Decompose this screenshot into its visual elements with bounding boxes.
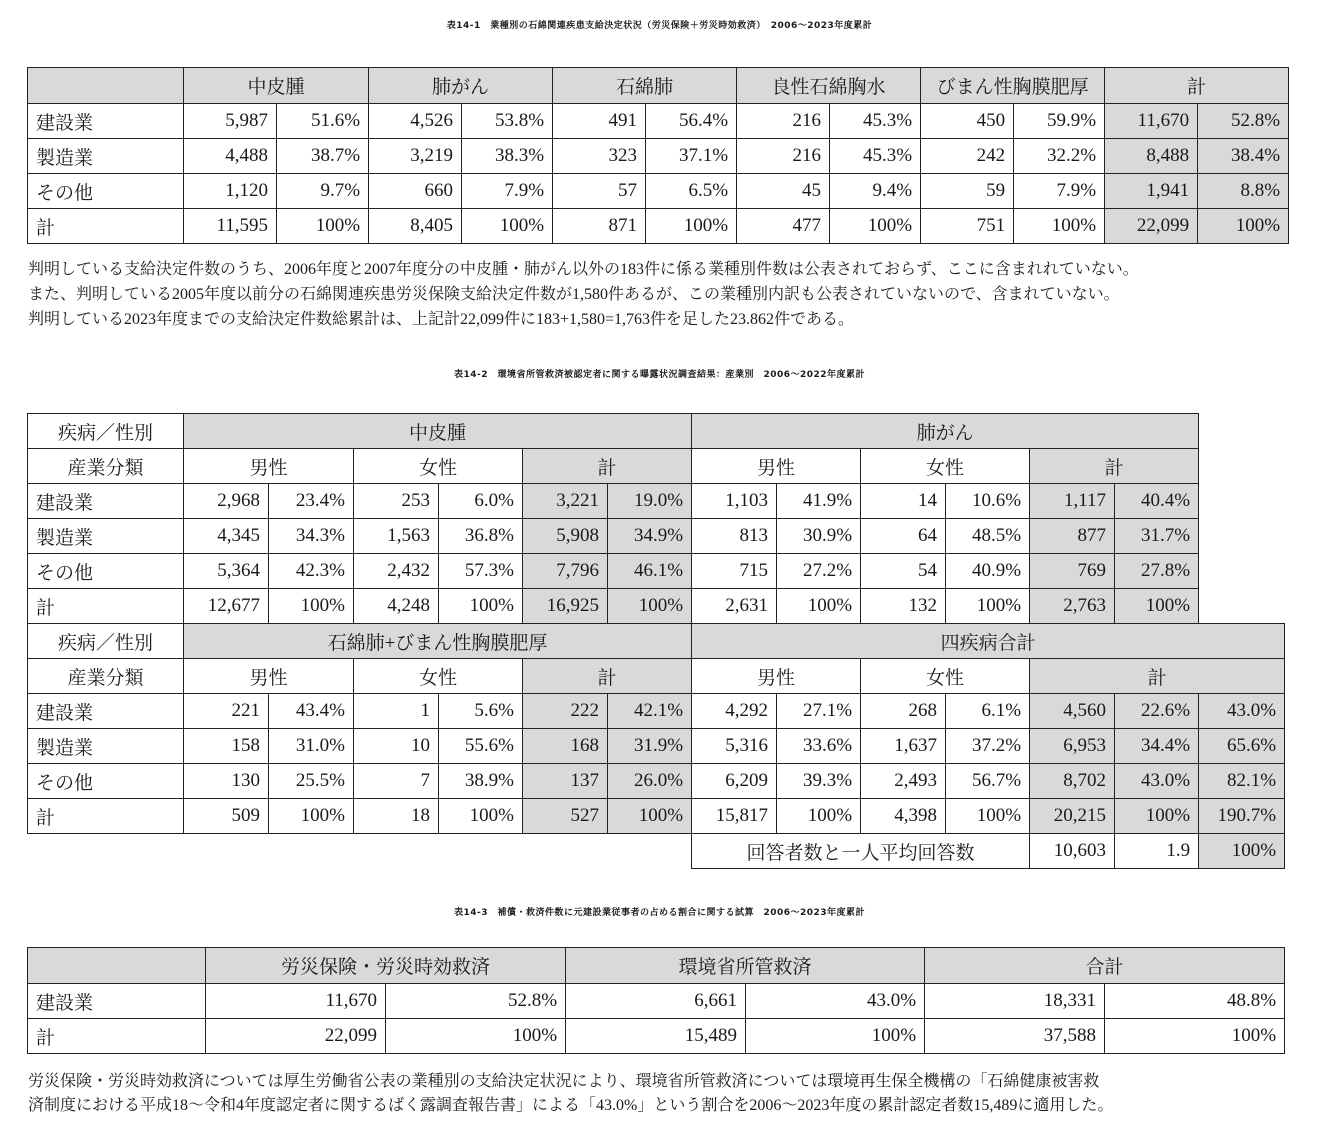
table1-header: びまん性胸膜肥厚: [921, 68, 1105, 104]
table-cell: 527: [523, 799, 608, 834]
table-cell: 36.8%: [439, 519, 523, 554]
table-cell: 43.0%: [1199, 694, 1285, 729]
table-cell: 42.3%: [269, 554, 354, 589]
row-label: 建設業: [28, 694, 184, 729]
table-cell: 5,908: [523, 519, 608, 554]
table-row: [28, 209, 1289, 244]
table1-note: また、判明している2005年度以前分の石綿関連疾患労災保険支給決定件数が1,580件あるが、この業種別内訳も公表されていないので、含まれていない。: [28, 286, 1120, 303]
table-cell: 31.9%: [608, 729, 692, 764]
table-cell: 42.1%: [608, 694, 692, 729]
table-cell: 8,488: [1105, 139, 1198, 174]
table-cell: 6.1%: [946, 694, 1030, 729]
table1-header: 良性石綿胸水: [737, 68, 921, 104]
table-cell: 268: [861, 694, 946, 729]
sub-header: 女性: [861, 659, 1030, 694]
table-cell: 27.2%: [777, 554, 861, 589]
table-cell: 65.6%: [1199, 729, 1285, 764]
table-cell: 53.8%: [462, 104, 553, 139]
table-cell: 190.7%: [1199, 799, 1285, 834]
table-cell: 57.3%: [439, 554, 523, 589]
group-header: 石綿肺+びまん性胸膜肥厚: [184, 624, 692, 659]
sub-header: 男性: [692, 449, 861, 484]
table-cell: 877: [1030, 519, 1115, 554]
row-label: 計: [28, 799, 184, 834]
table-cell: 6,209: [692, 764, 777, 799]
table-cell: 52.8%: [386, 984, 566, 1019]
table-cell: 100%: [608, 799, 692, 834]
table-cell: 2,432: [354, 554, 439, 589]
table-cell: 2,968: [184, 484, 269, 519]
respondents-average: 1.9: [1115, 834, 1199, 869]
table-cell: 20,215: [1030, 799, 1115, 834]
table-cell: 4,488: [184, 139, 277, 174]
table-cell: 18,331: [925, 984, 1105, 1019]
table-cell: 100%: [746, 1019, 925, 1054]
table-row: [28, 1019, 1285, 1054]
row-label: 計: [28, 209, 184, 244]
table-cell: 100%: [1014, 209, 1105, 244]
table-cell: 45.3%: [830, 104, 921, 139]
table3-corner: [28, 948, 206, 984]
table-cell: 100%: [277, 209, 369, 244]
table-cell: 45.3%: [830, 139, 921, 174]
table2: [27, 413, 1285, 869]
table-cell: 100%: [830, 209, 921, 244]
table-cell: 1,563: [354, 519, 439, 554]
table-cell: 38.3%: [462, 139, 553, 174]
table-row: [28, 174, 1289, 209]
table-cell: 100%: [386, 1019, 566, 1054]
table-cell: 100%: [777, 589, 861, 624]
table-cell: 30.9%: [777, 519, 861, 554]
table-cell: 48.8%: [1105, 984, 1285, 1019]
table-cell: 5,364: [184, 554, 269, 589]
table-row: [28, 589, 1285, 624]
row-label: 計: [28, 589, 184, 624]
sub-header: 計: [1030, 449, 1199, 484]
table-row: [28, 764, 1285, 799]
table-cell: 100%: [1198, 209, 1289, 244]
sub-header: 男性: [184, 659, 354, 694]
sub-header: 計: [523, 449, 692, 484]
table1-header: 中皮腫: [184, 68, 369, 104]
table-cell: 57: [553, 174, 646, 209]
table-cell: 43.0%: [1115, 764, 1199, 799]
table-cell: 48.5%: [946, 519, 1030, 554]
row-label: その他: [28, 174, 184, 209]
table-cell: 39.3%: [777, 764, 861, 799]
table-cell: 100%: [1115, 799, 1199, 834]
table-cell: 59.9%: [1014, 104, 1105, 139]
sub-header: 女性: [354, 659, 523, 694]
label-disease-sex: 疾病／性別: [28, 414, 184, 449]
table-cell: 38.7%: [277, 139, 369, 174]
table-cell: 871: [553, 209, 646, 244]
respondents-count: 10,603: [1030, 834, 1115, 869]
table-cell: 100%: [946, 799, 1030, 834]
table-cell: 4,292: [692, 694, 777, 729]
respondents-percent: 100%: [1199, 834, 1285, 869]
table-cell: 7.9%: [462, 174, 553, 209]
table-cell: 22,099: [1105, 209, 1198, 244]
row-label: 製造業: [28, 139, 184, 174]
group-header: 四疾病合計: [692, 624, 1285, 659]
table-cell: 100%: [608, 589, 692, 624]
table-cell: 37.2%: [946, 729, 1030, 764]
table3-header: 労災保険・労災時効救済: [206, 948, 566, 984]
row-label: 製造業: [28, 729, 184, 764]
table-cell: 64: [861, 519, 946, 554]
table-cell: 1: [354, 694, 439, 729]
table-cell: 2,493: [861, 764, 946, 799]
table-cell: 2,631: [692, 589, 777, 624]
table-cell: 7,796: [523, 554, 608, 589]
table-cell: 8.8%: [1198, 174, 1289, 209]
table-cell: 34.4%: [1115, 729, 1199, 764]
table-cell: 6.5%: [646, 174, 737, 209]
table-cell: 11,670: [1105, 104, 1198, 139]
table-cell: 38.9%: [439, 764, 523, 799]
table-cell: 51.6%: [277, 104, 369, 139]
table-cell: 242: [921, 139, 1014, 174]
table-cell: 40.9%: [946, 554, 1030, 589]
label-industry: 産業分類: [28, 659, 184, 694]
table-cell: 9.7%: [277, 174, 369, 209]
table-cell: 158: [184, 729, 269, 764]
sub-header: 女性: [354, 449, 523, 484]
table-cell: 5,316: [692, 729, 777, 764]
table-cell: 253: [354, 484, 439, 519]
table-row: [28, 519, 1285, 554]
row-label: その他: [28, 554, 184, 589]
table-row: [28, 139, 1289, 174]
table-cell: 216: [737, 139, 830, 174]
table-cell: 31.0%: [269, 729, 354, 764]
table-cell: 5,987: [184, 104, 277, 139]
table-cell: 1,103: [692, 484, 777, 519]
respondents-label: 回答者数と一人平均回答数: [692, 834, 1030, 869]
table-cell: 40.4%: [1115, 484, 1199, 519]
table-row: [28, 694, 1285, 729]
table-cell: 31.7%: [1115, 519, 1199, 554]
sub-header: 男性: [184, 449, 354, 484]
table-cell: 56.4%: [646, 104, 737, 139]
table-cell: 16,925: [523, 589, 608, 624]
table3-header: 環境省所管救済: [566, 948, 925, 984]
table-cell: 660: [369, 174, 462, 209]
group-header: 中皮腫: [184, 414, 692, 449]
row-label: 建設業: [28, 984, 206, 1019]
row-label: 製造業: [28, 519, 184, 554]
table-cell: 22,099: [206, 1019, 386, 1054]
table-cell: 100%: [946, 589, 1030, 624]
table-cell: 4,526: [369, 104, 462, 139]
sub-header: 女性: [861, 449, 1030, 484]
table-cell: 477: [737, 209, 830, 244]
table-cell: 55.6%: [439, 729, 523, 764]
table-cell: 769: [1030, 554, 1115, 589]
sub-header: 計: [523, 659, 692, 694]
table-cell: 450: [921, 104, 1014, 139]
table-cell: 100%: [646, 209, 737, 244]
table-cell: 4,248: [354, 589, 439, 624]
table-cell: 1,941: [1105, 174, 1198, 209]
table-row: [28, 104, 1289, 139]
table-cell: 5.6%: [439, 694, 523, 729]
label-disease-sex: 疾病／性別: [28, 624, 184, 659]
table-cell: 1,117: [1030, 484, 1115, 519]
table-cell: 100%: [777, 799, 861, 834]
sub-header: 計: [1030, 659, 1285, 694]
table-cell: 34.9%: [608, 519, 692, 554]
table-cell: 56.7%: [946, 764, 1030, 799]
label-industry: 産業分類: [28, 449, 184, 484]
table-cell: 7.9%: [1014, 174, 1105, 209]
table1-note: 判明している支給決定件数のうち、2006年度と2007年度分の中皮腫・肺がん以外の183件に係る業種別件数は公表されておらず、ここに含まれれていない。: [28, 261, 1139, 278]
table-cell: 46.1%: [608, 554, 692, 589]
table-cell: 1,120: [184, 174, 277, 209]
table-cell: 2,763: [1030, 589, 1115, 624]
table-cell: 1,637: [861, 729, 946, 764]
sub-header: 男性: [692, 659, 861, 694]
table-cell: 11,595: [184, 209, 277, 244]
table1-corner: [28, 68, 184, 104]
table-cell: 221: [184, 694, 269, 729]
table1-title: 表14-1 業種別の石綿関連疾患支給決定状況（労災保険＋労災時効救済） 2006～2023年度累計: [446, 21, 873, 31]
table-cell: 43.4%: [269, 694, 354, 729]
table-cell: 9.4%: [830, 174, 921, 209]
table1-note: 判明している2023年度までの支給決定件数総累計は、上記計22,099件に183+1,580=1,763件を足した23.862件である。: [28, 311, 855, 328]
row-label: 計: [28, 1019, 206, 1054]
table3-header: 合計: [925, 948, 1285, 984]
table-row: [28, 554, 1285, 589]
table-cell: 3,221: [523, 484, 608, 519]
group-header: 肺がん: [692, 414, 1199, 449]
table-cell: 4,345: [184, 519, 269, 554]
table-cell: 10.6%: [946, 484, 1030, 519]
table-cell: 8,702: [1030, 764, 1115, 799]
table-cell: 8,405: [369, 209, 462, 244]
table-cell: 22.6%: [1115, 694, 1199, 729]
table-cell: 15,489: [566, 1019, 746, 1054]
table-cell: 34.3%: [269, 519, 354, 554]
row-label: 建設業: [28, 484, 184, 519]
table-cell: 216: [737, 104, 830, 139]
table-cell: 23.4%: [269, 484, 354, 519]
table-cell: 6.0%: [439, 484, 523, 519]
table3-note: 労災保険・労災時効救済については厚生労働省公表の業種別の支給決定状況により、環境省所管救済については環境再生保全機構の「石綿健康被害救: [28, 1073, 1100, 1090]
table-cell: 52.8%: [1198, 104, 1289, 139]
table-cell: 100%: [439, 799, 523, 834]
table2-title: 表14-2 環境省所管救済被認定者に関する曝露状況調査結果：産業別 2006～2022年度累計: [453, 370, 866, 380]
table-cell: 25.5%: [269, 764, 354, 799]
table-cell: 54: [861, 554, 946, 589]
table3-title: 表14-3 補償・救済件数に元建設業従事者の占める割合に関する試算 2006～2023年度累計: [453, 908, 866, 918]
table-cell: 168: [523, 729, 608, 764]
table-cell: 19.0%: [608, 484, 692, 519]
table-row: [28, 729, 1285, 764]
table-cell: 813: [692, 519, 777, 554]
table-row: [28, 484, 1285, 519]
table1: [27, 67, 1289, 244]
table-cell: 27.1%: [777, 694, 861, 729]
table-cell: 3,219: [369, 139, 462, 174]
table-row: [28, 799, 1285, 834]
table1-header: 石綿肺: [553, 68, 737, 104]
table-cell: 38.4%: [1198, 139, 1289, 174]
table-cell: 509: [184, 799, 269, 834]
row-label: 建設業: [28, 104, 184, 139]
row-label: その他: [28, 764, 184, 799]
table-row: [28, 984, 1285, 1019]
table-cell: 37.1%: [646, 139, 737, 174]
table-cell: 491: [553, 104, 646, 139]
table-cell: 4,398: [861, 799, 946, 834]
table-cell: 43.0%: [746, 984, 925, 1019]
table-cell: 100%: [269, 589, 354, 624]
table-cell: 100%: [462, 209, 553, 244]
table1-header: 肺がん: [369, 68, 553, 104]
table-cell: 323: [553, 139, 646, 174]
table-cell: 33.6%: [777, 729, 861, 764]
table-cell: 41.9%: [777, 484, 861, 519]
table-cell: 27.8%: [1115, 554, 1199, 589]
table-cell: 222: [523, 694, 608, 729]
table-cell: 59: [921, 174, 1014, 209]
table-cell: 715: [692, 554, 777, 589]
table-cell: 132: [861, 589, 946, 624]
table-cell: 14: [861, 484, 946, 519]
table-cell: 82.1%: [1199, 764, 1285, 799]
table3-note: 済制度における平成18～令和4年度認定者に関するばく露調査報告書」による「43.0%」という割合を2006～2023年度の累計認定者数15,489に適用した。: [28, 1097, 1114, 1114]
table-cell: 7: [354, 764, 439, 799]
respondents-row: [28, 834, 1285, 869]
table-cell: 100%: [269, 799, 354, 834]
table3: [27, 947, 1285, 1054]
table-cell: 100%: [1115, 589, 1199, 624]
table-cell: 12,677: [184, 589, 269, 624]
table1-header: 計: [1105, 68, 1289, 104]
table-cell: 10: [354, 729, 439, 764]
table-cell: 26.0%: [608, 764, 692, 799]
table-cell: 15,817: [692, 799, 777, 834]
table-cell: 11,670: [206, 984, 386, 1019]
table-cell: 130: [184, 764, 269, 799]
table-cell: 100%: [439, 589, 523, 624]
table-cell: 6,953: [1030, 729, 1115, 764]
table-cell: 751: [921, 209, 1014, 244]
table-cell: 32.2%: [1014, 139, 1105, 174]
table-cell: 45: [737, 174, 830, 209]
table-cell: 100%: [1105, 1019, 1285, 1054]
table-cell: 4,560: [1030, 694, 1115, 729]
table-cell: 37,588: [925, 1019, 1105, 1054]
table-cell: 6,661: [566, 984, 746, 1019]
table-cell: 18: [354, 799, 439, 834]
table-cell: 137: [523, 764, 608, 799]
